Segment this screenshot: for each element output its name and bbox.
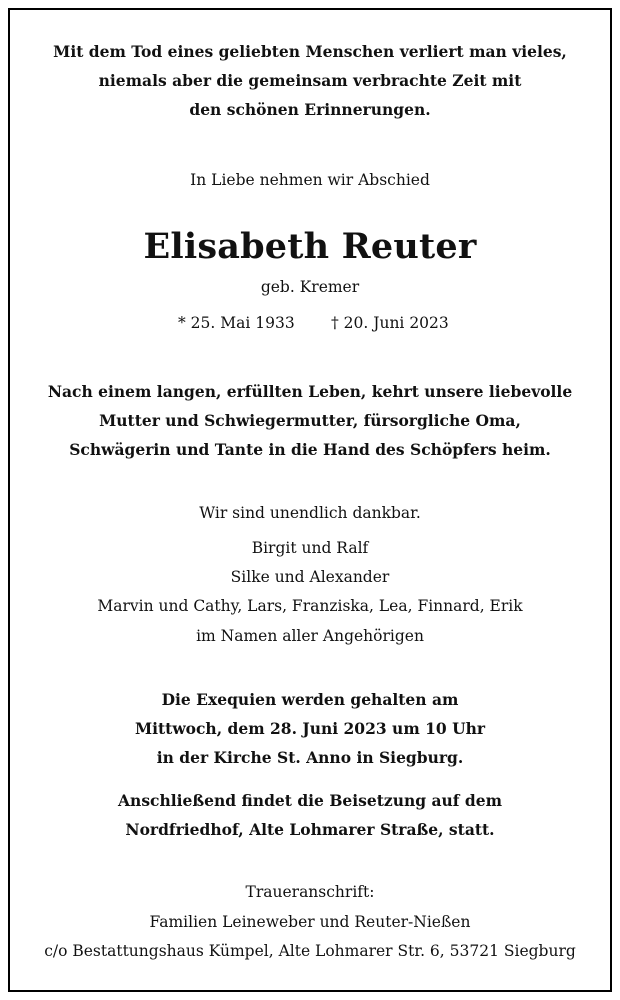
burial-line-1: Anschließend findet die Beisetzung auf dem <box>118 791 502 810</box>
message-line-2: Mutter und Schwiegermutter, fürsorgliche Oma, <box>99 411 521 430</box>
quote-line-1: Mit dem Tod eines geliebten Menschen verliert man vieles, <box>53 42 567 61</box>
service-line-1: Die Exequien werden gehalten am <box>161 690 459 709</box>
mourner-line-1: Birgit und Ralf <box>251 539 369 557</box>
address-heading: Traueranschrift: <box>245 883 375 901</box>
deceased-name: Elisabeth Reuter <box>143 226 477 267</box>
death-date: † 20. Juni 2023 <box>331 314 449 332</box>
address-line-1: Familien Leineweber und Reuter-Nießen <box>149 913 471 931</box>
burial-line-2: Nordfriedhof, Alte Lohmarer Straße, statt. <box>125 820 495 839</box>
address-line-2: c/o Bestattungshaus Kümpel, Alte Lohmarer Str. 6, 53721 Siegburg <box>44 942 576 960</box>
message-line-1: Nach einem langen, erfüllten Leben, kehrt unsere liebevolle <box>47 382 573 401</box>
notice-frame <box>8 8 612 992</box>
quote-line-3: den schönen Erinnerungen. <box>189 100 431 119</box>
mourner-line-3: Marvin und Cathy, Lars, Franziska, Lea, Finnard, Erik <box>97 597 523 615</box>
thanks-text: Wir sind unendlich dankbar. <box>199 504 421 522</box>
intro-text: In Liebe nehmen wir Abschied <box>190 171 430 189</box>
mourner-line-2: Silke und Alexander <box>230 568 390 586</box>
birth-date: * 25. Mai 1933 <box>178 314 295 332</box>
message-line-3: Schwägerin und Tante in die Hand des Schöpfers heim. <box>69 440 551 459</box>
service-line-3: in der Kirche St. Anno in Siegburg. <box>156 748 464 767</box>
service-line-2: Mittwoch, dem 28. Juni 2023 um 10 Uhr <box>134 719 486 738</box>
quote-line-2: niemals aber die gemeinsam verbrachte Zeit mit <box>98 71 522 90</box>
maiden-name: geb. Kremer <box>260 278 360 296</box>
mourner-line-4: im Namen aller Angehörigen <box>196 627 424 645</box>
